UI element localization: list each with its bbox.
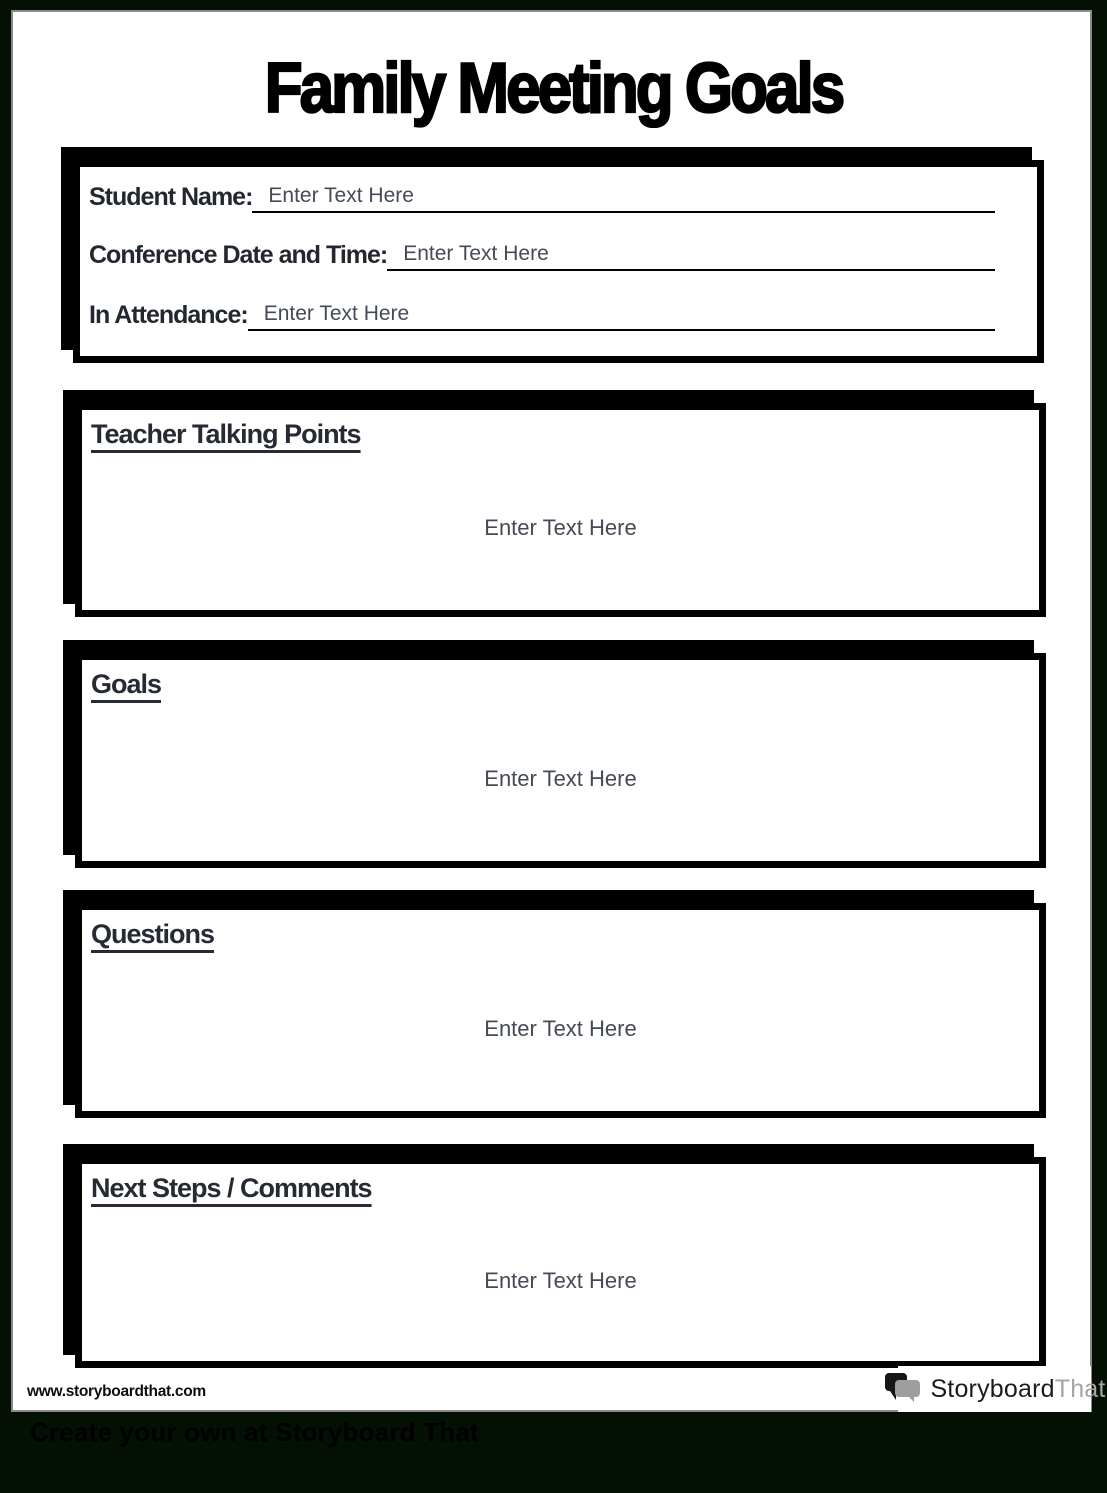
student-name-label: Student Name: [89, 183, 253, 211]
logo-wordmark: StoryboardThat [930, 1374, 1106, 1403]
conference-date-row [89, 241, 995, 271]
questions-heading: Questions [91, 919, 215, 949]
section-questions [75, 903, 1046, 1118]
goals-heading: Goals [91, 669, 162, 699]
in-attendance-field[interactable]: Enter Text Here [248, 302, 995, 331]
questions-text-area[interactable]: Enter Text Here [484, 1015, 637, 1041]
next-steps-comments-text-area[interactable]: Enter Text Here [484, 1267, 637, 1293]
student-info-box [73, 160, 1044, 363]
watermark-text: Create your own at Storyboard That [30, 1417, 479, 1447]
goals-text-area[interactable]: Enter Text Here [484, 765, 637, 791]
conference-date-field[interactable]: Enter Text Here [387, 242, 995, 271]
next-steps-comments-heading: Next Steps / Comments [91, 1173, 372, 1203]
storyboardthat-logo [898, 1366, 1106, 1412]
teacher-talking-points-text-area[interactable]: Enter Text Here [484, 515, 637, 540]
speech-bubbles-icon [883, 1371, 923, 1408]
section-teacher-talking-points [75, 403, 1046, 617]
section-next-steps-comments [75, 1157, 1046, 1368]
conference-date-label: Conference Date and Time: [89, 241, 388, 269]
section-goals [75, 653, 1046, 868]
in-attendance-row [89, 301, 995, 331]
site-url: www.storyboardthat.com [27, 1383, 206, 1400]
student-name-row [89, 183, 995, 213]
teacher-talking-points-heading: Teacher Talking Points [91, 419, 361, 449]
page-title: Family Meeting Goals [264, 49, 843, 128]
student-name-field[interactable]: Enter Text Here [252, 184, 995, 213]
in-attendance-label: In Attendance: [89, 301, 248, 329]
